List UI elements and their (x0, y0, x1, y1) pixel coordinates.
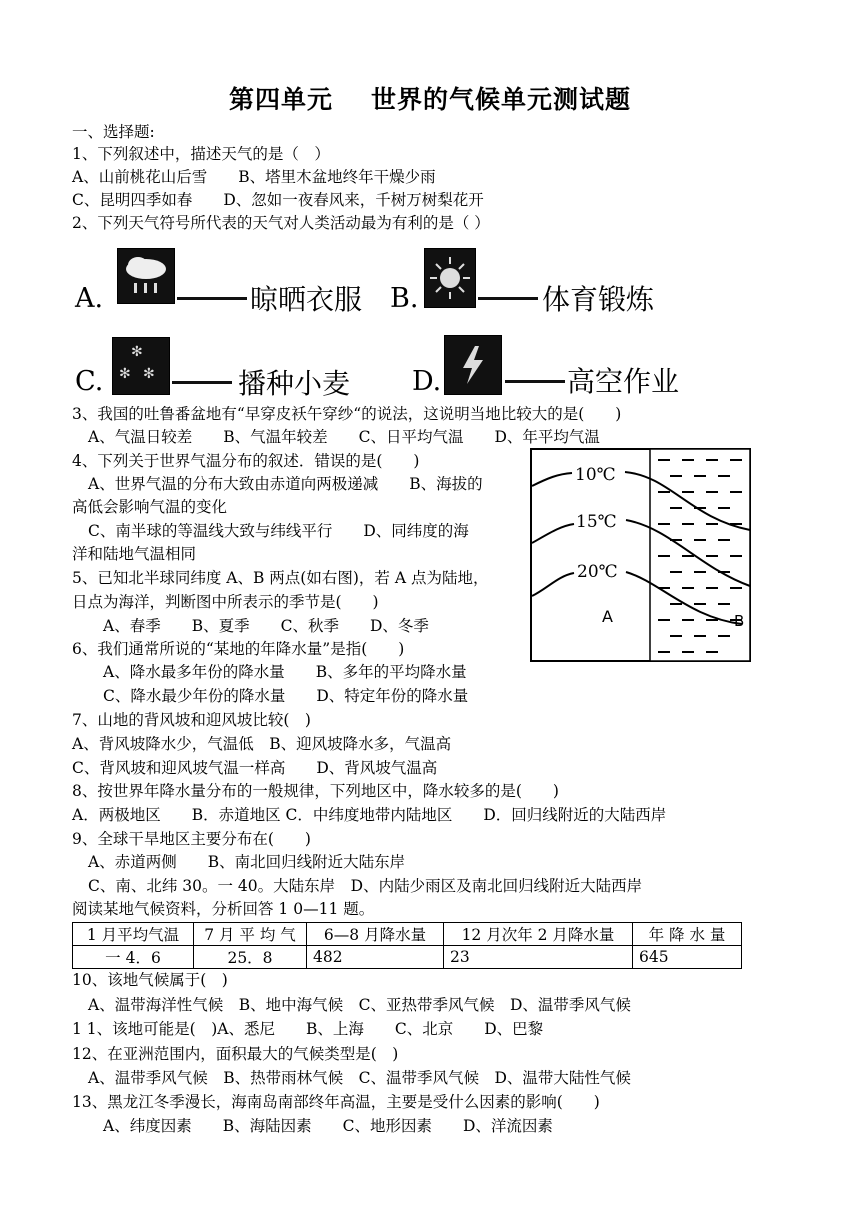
q5-line-2: 日点为海洋，判断图中所表示的季节是( ) (72, 593, 379, 611)
symbol-a-dash (177, 297, 247, 300)
q3-options: A、气温日较差 B、气温年较差 C、日平均气温 D、年平均气温 (88, 428, 600, 446)
sun-icon (424, 248, 476, 308)
q11-stem: 1 1、该地可能是( )A、悉尼 B、上海 C、北京 D、巴黎 (72, 1020, 544, 1038)
q9-line-2: C、南、北纬 30。一 40。大陆东岸 D、内陆少雨区及南北回归线附近大陆西岸 (88, 877, 643, 895)
table-row (73, 946, 742, 969)
symbol-a-text: 晾晒衣服 (250, 283, 363, 316)
lightning-icon (444, 335, 502, 395)
q6-line-2: C、降水最少年份的降水量 D、特定年份的降水量 (103, 687, 469, 705)
table-cell: 645 (633, 946, 742, 969)
symbol-d-dash (505, 380, 565, 383)
symbol-d-text: 高空作业 (567, 365, 680, 398)
q6-stem: 6、我们通常所说的“某地的年降水量”是指( ) (72, 640, 405, 658)
q13-options: A、纬度因素 B、海陆因素 C、地形因素 D、洋流因素 (103, 1117, 553, 1135)
q12-options: A、温带季风气候 B、热带雨林气候 C、温带季风气候 D、温带大陆性气候 (88, 1069, 631, 1087)
snow-icon (112, 337, 170, 395)
symbol-b-text: 体育锻炼 (542, 283, 655, 316)
page-title: 第四单元 世界的气候单元测试题 (228, 85, 632, 114)
q13-stem: 13、黑龙江冬季漫长，海南岛南部终年高温，主要是受什么因素的影响( ) (72, 1093, 600, 1111)
q7-line-1: A、背风坡降水少，气温低 B、迎风坡降水多，气温高 (72, 735, 452, 753)
q4-line-3: C、南半球的等温线大致与纬线平行 D、同纬度的海 (88, 522, 469, 540)
q2-stem: 2、下列天气符号所代表的天气对人类活动最为有利的是（ ） (72, 214, 490, 232)
table-cell: 482 (307, 946, 444, 969)
q10-options: A、温带海洋性气候 B、地中海气候 C、亚热带季风气候 D、温带季风气候 (88, 996, 631, 1014)
q9-line-1: A、赤道两侧 B、南北回归线附近大陆东岸 (88, 853, 406, 871)
table-cell: 25．8 (194, 946, 307, 969)
q1-stem: 1、下列叙述中，描述天气的是（ ） (72, 145, 330, 163)
q8-options: A．两极地区 B．赤道地区 C．中纬度地带内陆地区 D．回归线附近的大陆西岸 (72, 806, 667, 824)
table-cell: 23 (444, 946, 633, 969)
q4-line-1: A、世界气温的分布大致由赤道向两极递减 B、海拔的 (88, 475, 483, 493)
table-row (73, 923, 742, 946)
isotherm-label-10: 10℃ (575, 465, 616, 485)
isotherm-label-15: 15℃ (576, 512, 617, 532)
svg-text:✻: ✻ (131, 344, 143, 360)
table-cell: 一 4．6 (73, 946, 194, 969)
symbol-b-dash (478, 297, 538, 300)
q6-line-1: A、降水最多年份的降水量 B、多年的平均降水量 (103, 663, 467, 681)
symbol-a-letter: A. (75, 283, 104, 314)
symbol-c-letter: C. (75, 366, 104, 397)
reading-instruction: 阅读某地气候资料，分析回答 1 0—11 题。 (72, 900, 375, 918)
symbol-b-letter: B. (390, 283, 419, 314)
q3-stem: 3、我国的吐鲁番盆地有“早穿皮袄午穿纱“的说法，这说明当地比较大的是( ) (72, 405, 622, 423)
q9-stem: 9、全球干旱地区主要分布在( ) (72, 830, 311, 848)
q12-stem: 12、在亚洲范围内，面积最大的气候类型是( ) (72, 1045, 399, 1063)
q5-line-1: 5、已知北半球同纬度 A、B 两点(如右图)，若 A 点为陆地， (72, 569, 489, 587)
q5-options: A、春季 B、夏季 C、秋季 D、冬季 (103, 617, 429, 635)
q4-line-4: 洋和陆地气温相同 (72, 545, 197, 563)
table-header: 7 月 平 均 气 (194, 923, 307, 946)
q8-stem: 8、按世界年降水量分布的一般规律，下列地区中，降水较多的是( ) (72, 782, 559, 800)
section-heading: 一、选择题: (72, 123, 155, 141)
q1-options-2: C、昆明四季如春 D、忽如一夜春风来，千树万树梨花开 (72, 191, 484, 209)
symbol-d-letter: D. (412, 366, 442, 397)
climate-table (72, 922, 742, 969)
q7-stem: 7、山地的背风坡和迎风坡比较( ) (72, 711, 311, 729)
symbol-c-dash (172, 381, 232, 384)
symbol-c-text: 播种小麦 (238, 367, 351, 400)
q4-line-2: 高低会影响气温的变化 (72, 498, 228, 516)
q4-stem: 4、下列关于世界气温分布的叙述．错误的是( ) (72, 452, 420, 470)
point-b-label: B (734, 612, 745, 630)
isotherm-figure (530, 448, 751, 662)
table-header: 1 月平均气温 (73, 923, 194, 946)
q1-options-1: A、山前桃花山后雪 B、塔里木盆地终年干燥少雨 (72, 168, 436, 186)
rain-cloud-icon (117, 248, 175, 304)
svg-text:✻: ✻ (119, 366, 131, 382)
point-a-label: A (602, 607, 613, 626)
q7-line-2: C、背风坡和迎风坡气温一样高 D、背风坡气温高 (72, 759, 438, 777)
table-header: 6—8 月降水量 (307, 923, 444, 946)
svg-text:✻: ✻ (143, 366, 155, 382)
table-header: 12 月次年 2 月降水量 (444, 923, 633, 946)
table-header: 年 降 水 量 (633, 923, 742, 946)
isotherm-label-20: 20℃ (577, 562, 618, 582)
q10-stem: 10、该地气候属于( ) (72, 971, 228, 989)
